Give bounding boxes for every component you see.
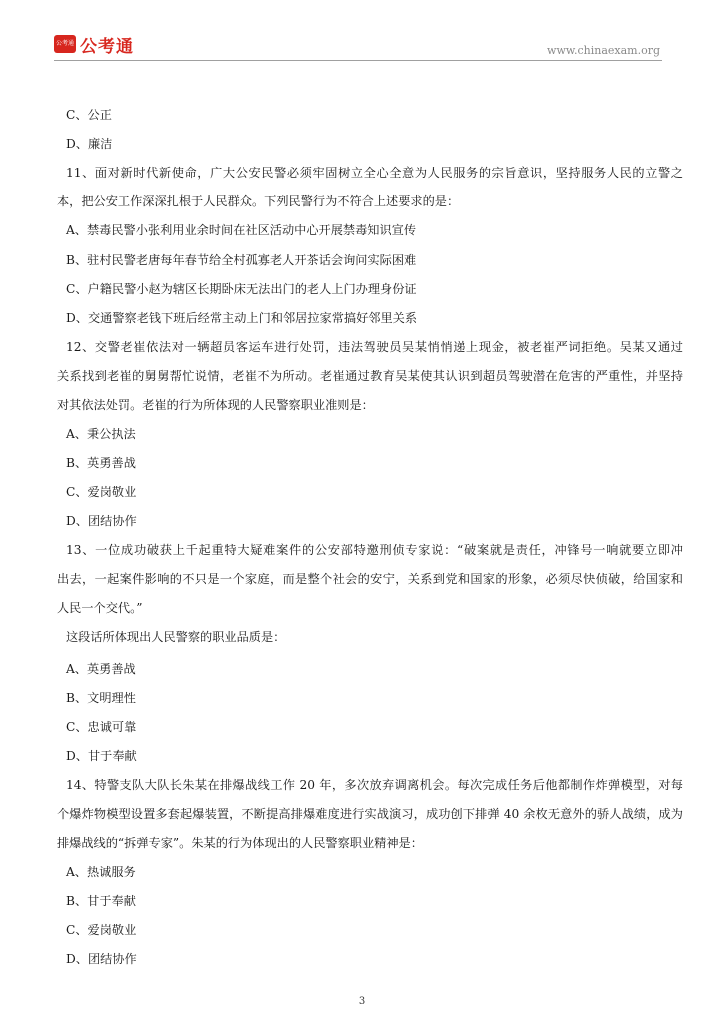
question-12-line-3: 对其依法处罚。老崔的行为所体现的人民警察职业准则是： [57, 398, 374, 412]
option-d-q13: D、甘于奉献 [66, 749, 137, 763]
question-14-line-3: 排爆战线的“拆弹专家”。朱某的行为体现出的人民警察职业精神是： [57, 836, 423, 850]
question-14-line-1: 14、特警支队大队长朱某在排爆战线工作 20 年，多次放弃调离机会。每次完成任务后他都制作炸弹模型，对每 [66, 778, 683, 792]
question-14-line-2: 个爆炸物模型设置多套起爆装置，不断提高排爆难度进行实战演习，成功创下排弹 40 余枚无意外的骄人战绩，成为 [57, 807, 683, 821]
option-b-q12: B、英勇善战 [66, 456, 136, 470]
option-a-q11: A、禁毒民警小张利用业余时间在社区活动中心开展禁毒知识宣传 [66, 223, 417, 237]
question-12-line-1: 12、交警老崔依法对一辆超员客运车进行处罚，违法驾驶员吴某悄悄递上现金，被老崔严词拒绝。吴某又通过 [66, 340, 683, 354]
question-11-line-1: 11、面对新时代新使命，广大公安民警必须牢固树立全心全意为人民服务的宗旨意识，坚持服务人民的立警之 [66, 166, 683, 180]
header-divider [54, 60, 662, 61]
option-b-q13: B、文明理性 [66, 691, 136, 705]
logo-badge-icon: 公考通 [54, 35, 76, 53]
option-d-q10: D、廉洁 [66, 137, 113, 151]
page-header [0, 0, 724, 64]
question-13-line-1: 13、一位成功破获上千起重特大疑难案件的公安部特邀刑侦专家说：“破案就是责任，冲锋号一响就要立即冲 [66, 543, 683, 557]
option-d-q11: D、交通警察老钱下班后经常主动上门和邻居拉家常搞好邻里关系 [66, 311, 418, 325]
option-d-q12: D、团结协作 [66, 514, 137, 528]
question-11-line-2: 本，把公安工作深深扎根于人民群众。下列民警行为不符合上述要求的是： [57, 194, 460, 208]
option-a-q14: A、热诚服务 [66, 865, 136, 879]
question-13-prompt: 这段话所体现出人民警察的职业品质是： [66, 630, 286, 644]
option-b-q11: B、驻村民警老唐每年春节给全村孤寡老人开茶话会询问实际困难 [66, 253, 417, 267]
page-number: 3 [358, 996, 366, 1007]
option-c-q13: C、忠诚可靠 [66, 720, 137, 734]
option-d-q14: D、团结协作 [66, 952, 137, 966]
question-13-line-3: 人民一个交代。” [57, 601, 143, 615]
question-12-line-2: 关系找到老崔的舅舅帮忙说情，老崔不为所动。老崔通过教育吴某使其认识到超员驾驶潜在危害的严重性，并坚持 [57, 369, 683, 383]
option-a-q13: A、英勇善战 [66, 662, 136, 676]
option-c-q14: C、爱岗敬业 [66, 923, 137, 937]
option-c-q10: C、公正 [66, 108, 112, 122]
option-c-q11: C、户籍民警小赵为辖区长期卧床无法出门的老人上门办理身份证 [66, 282, 417, 296]
option-b-q14: B、甘于奉献 [66, 894, 136, 908]
logo-text: 公考通 [80, 36, 134, 57]
option-c-q12: C、爱岗敬业 [66, 485, 137, 499]
option-a-q12: A、秉公执法 [66, 427, 136, 441]
brand-logo[interactable] [54, 34, 134, 57]
site-url[interactable]: www.chinaexam.org [547, 44, 660, 57]
question-13-line-2: 出去，一起案件影响的不只是一个家庭，而是整个社会的安宁，关系到党和国家的形象，必须尽快侦破，给国家和 [57, 572, 683, 586]
